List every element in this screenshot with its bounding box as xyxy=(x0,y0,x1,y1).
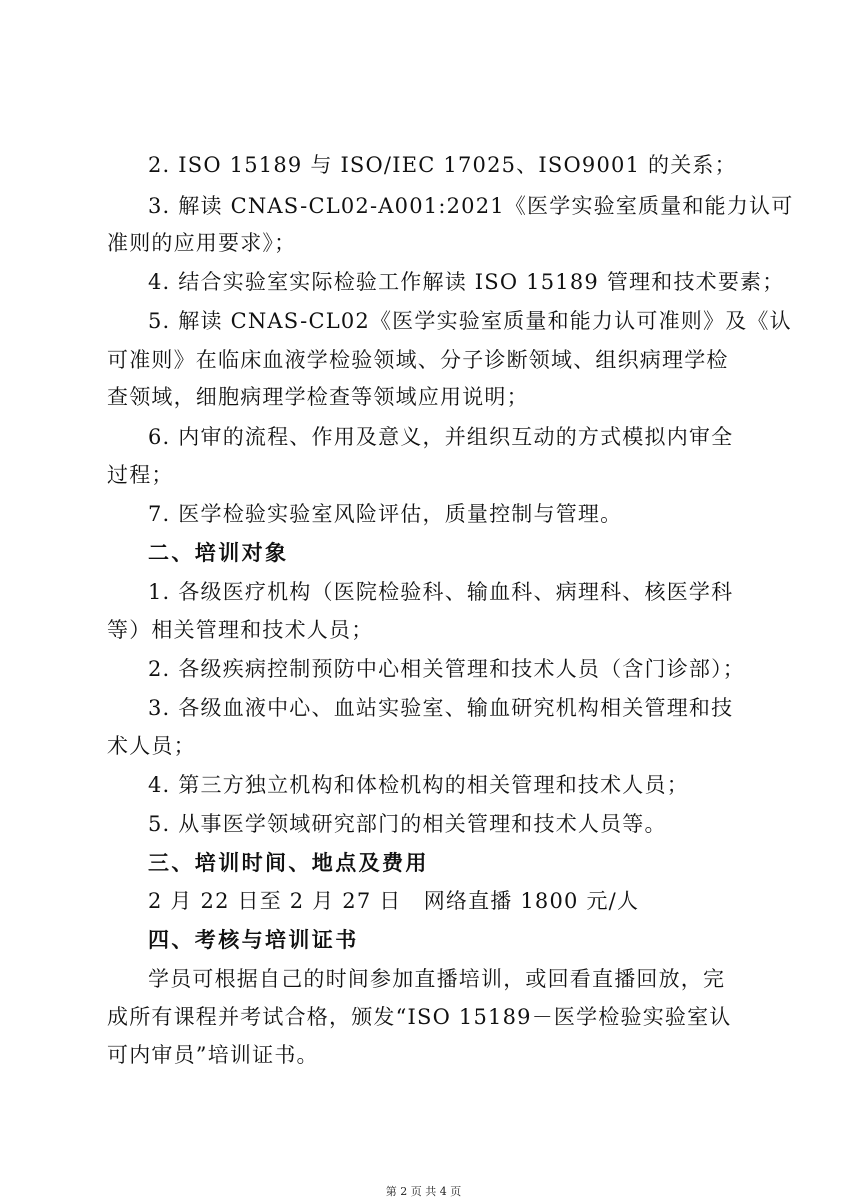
section-heading-trainees: 二、培训对象 xyxy=(148,541,289,565)
trainee-item-3-continued: 术人员； xyxy=(107,734,196,758)
trainee-item-5: 5. 从事医学领域研究部门的相关管理和技术人员等。 xyxy=(148,812,667,836)
section-heading-time-place-fee: 三、培训时间、地点及费用 xyxy=(148,851,429,875)
trainee-item-3: 3. 各级血液中心、血站实验室、输血研究机构相关管理和技 xyxy=(148,696,734,720)
list-item-5-continued-1: 可准则》在临床血液学检验领域、分子诊断领域、组织病理学检 xyxy=(107,348,729,372)
list-item-4: 4. 结合实验室实际检验工作解读 ISO 15189 管理和技术要素； xyxy=(148,270,785,294)
section-heading-certificate: 四、考核与培训证书 xyxy=(148,928,359,952)
list-item-6: 6. 内审的流程、作用及意义，并组织互动的方式模拟内审全 xyxy=(148,425,734,449)
certificate-text-2: 成所有课程并考试合格，颁发“ISO 15189－医学检验实验室认 xyxy=(107,1005,732,1029)
trainee-item-1-continued: 等）相关管理和技术人员； xyxy=(107,618,374,642)
certificate-text-1: 学员可根据自己的时间参加直播培训，或回看直播回放，完 xyxy=(148,967,726,991)
list-item-3: 3. 解读 CNAS-CL02-A001:2021《医学实验室质量和能力认可 xyxy=(148,194,794,218)
list-item-7: 7. 医学检验实验室风险评估，质量控制与管理。 xyxy=(148,502,623,526)
list-item-6-continued: 过程； xyxy=(107,463,174,487)
list-item-5-continued-2: 查领域，细胞病理学检查等领域应用说明； xyxy=(107,385,529,409)
trainee-item-1: 1. 各级医疗机构（医院检验科、输血科、病理科、核医学科 xyxy=(148,580,734,604)
list-item-3-continued: 准则的应用要求》； xyxy=(107,231,297,255)
trainee-item-4: 4. 第三方独立机构和体检机构的相关管理和技术人员； xyxy=(148,773,689,797)
list-item-5: 5. 解读 CNAS-CL02《医学实验室质量和能力认可准则》及《认 xyxy=(148,309,792,333)
page-footer: 第 2 页 共 4 页 xyxy=(385,1185,462,1198)
certificate-text-3: 可内审员”培训证书。 xyxy=(107,1043,319,1067)
trainee-item-2: 2. 各级疾病控制预防中心相关管理和技术人员（含门诊部）； xyxy=(148,657,746,681)
list-item-2: 2. ISO 15189 与 ISO/IEC 17025、ISO9001 的关系； xyxy=(148,153,737,177)
time-place-fee-text: 2 月 22 日至 2 月 27 日 网络直播 1800 元/人 xyxy=(148,889,640,913)
